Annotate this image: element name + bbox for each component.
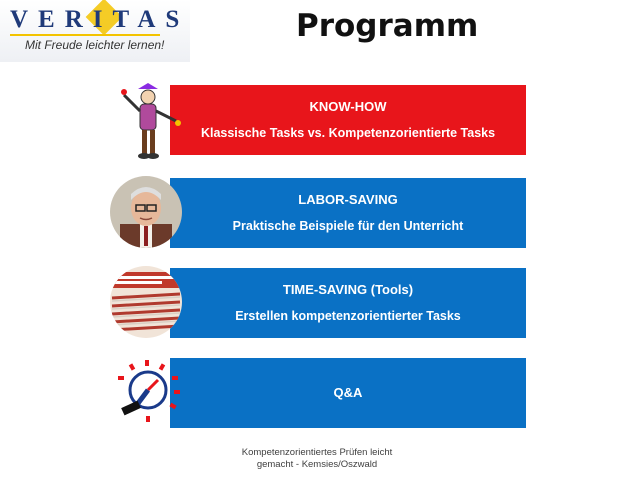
agenda-item-time-saving (170, 268, 526, 338)
book-cover-photo (110, 266, 182, 338)
juggler-cartoon-icon (116, 83, 186, 163)
agenda-item-labor-saving (170, 178, 526, 248)
footer-line-2: gemacht - Kemsies/Oszwald (256, 459, 378, 470)
portrait-photo (110, 176, 182, 248)
clock-icon (110, 360, 186, 422)
agenda-item-subtitle: Klassische Tasks vs. Kompetenzorientierte Tasks (200, 126, 496, 140)
agenda-item-heading: Q&A (333, 385, 363, 400)
agenda-item-know-how (170, 85, 526, 155)
logo-underline (10, 34, 160, 36)
agenda-item-subtitle: Praktische Beispiele für den Unterricht (232, 219, 464, 233)
footer-line-1: Kompetenzorientiertes Prüfen leicht (241, 447, 393, 458)
agenda-item-heading: LABOR-SAVING (298, 192, 398, 207)
slide-footer (222, 447, 412, 471)
agenda-item-q-and-a (170, 358, 526, 428)
agenda-item-heading: KNOW-HOW (309, 99, 387, 114)
agenda-item-subtitle: Erstellen kompetenzorientierter Tasks (235, 309, 461, 323)
agenda-item-heading: TIME-SAVING (Tools) (282, 282, 414, 297)
veritas-logo (0, 0, 190, 62)
slide-title: Programm (296, 8, 479, 44)
logo-brand: VERITAS (10, 6, 190, 33)
logo-tagline: Mit Freude leichter lernen! (25, 38, 165, 52)
